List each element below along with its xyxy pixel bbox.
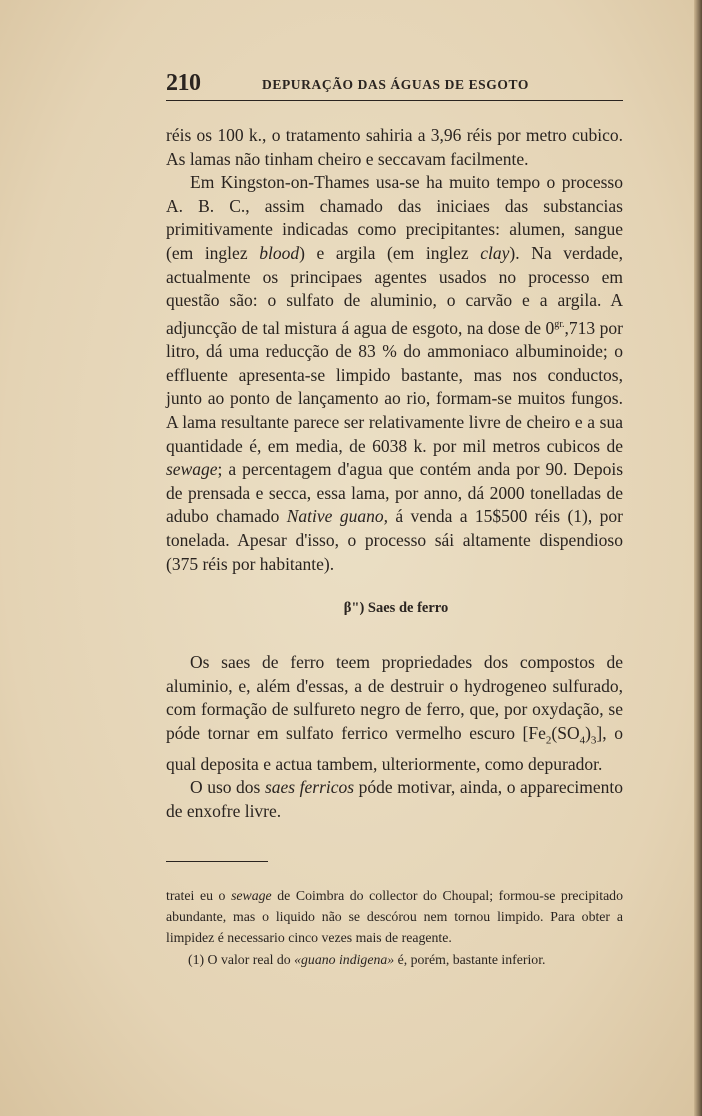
main-text-block bbox=[166, 124, 623, 576]
text-run: ). Na verdade, actualmente os principaes agentes usados no processo em questão são: o sulfato de aluminio, o carvão e a argila. A adjuncção de tal mistura á agua de esgoto, na dose de 0 bbox=[166, 242, 623, 338]
header-rule bbox=[166, 100, 623, 101]
footnotes bbox=[166, 885, 623, 970]
italic-term: Native guano, bbox=[286, 506, 388, 527]
subscript: 3 bbox=[590, 734, 597, 747]
running-head: DEPURAÇÃO DAS ÁGUAS DE ESGOTO bbox=[262, 77, 529, 92]
italic-term: sewage bbox=[166, 459, 218, 480]
italic-term: clay bbox=[480, 242, 510, 263]
text-run: é, porém, bastante inferior. bbox=[394, 951, 546, 967]
text-run: O uso dos bbox=[190, 777, 265, 798]
section-text-block bbox=[166, 651, 623, 824]
page-edge-shadow bbox=[694, 0, 702, 1116]
text-run: (1) O valor real do bbox=[188, 951, 295, 967]
text-run: tratei eu o bbox=[166, 888, 232, 903]
footnote-rule bbox=[166, 861, 268, 862]
paragraph bbox=[166, 651, 623, 776]
paragraph: réis os 100 k., o tratamento sahiria a 3,96 réis por metro cubico. As lamas não tinham cheiro e seccavam facilmente. bbox=[166, 125, 623, 169]
section-heading: β") Saes de ferro bbox=[343, 600, 449, 616]
text-run: Em Kingston-on-Thames usa-se ha muito tempo o processo A. B. C., assim chamado das iniciaes das substancias primitivamente indicadas como precipitantes: alumen, sangue (em inglez bbox=[166, 172, 623, 263]
italic-term: sewage bbox=[231, 888, 272, 903]
text-run: póde motivar, ainda, o apparecimento de enxofre livre. bbox=[166, 777, 624, 822]
page-number: 210 bbox=[166, 70, 201, 96]
text-run: ,713 por litro, dá uma reducção de 83 % do ammoniaco albuminoide; o effluente apresenta-se limpido bastante, mas nos conductos, junto ao ponto de lançamento ao rio, formam-se muitos fungos. A lama resultante parece ser relativamente livre de cheiro e a sua quantidade é, em media, de 6038 k. por mil metros cubicos de bbox=[166, 317, 623, 456]
italic-term: blood bbox=[259, 242, 300, 263]
text-run: Os saes de ferro teem propriedades dos compostos de aluminio, e, além d'essas, a de destruir o hydrogeneo sulfurado, com formação de sulfureto negro de ferro, que, por oxydação, se póde tornar em sulfato ferrico vermelho escuro [Fe bbox=[166, 652, 623, 743]
text-run: (SO bbox=[551, 722, 580, 743]
text-run: de Coimbra do collector do Choupal; formou-se precipitado abundante, mas o liquido não se descórou nem tornou limpido. Para obter a limpidez é necessario cinco vezes mais de reagente. bbox=[166, 888, 623, 946]
superscript: gr. bbox=[554, 318, 565, 330]
text-run: ], o qual deposita e actua tambem, ulteriormente, como depurador. bbox=[166, 722, 623, 774]
text-run: ) bbox=[585, 722, 591, 743]
italic-term: saes ferricos bbox=[264, 777, 355, 798]
footnote-1 bbox=[166, 949, 623, 970]
paragraph bbox=[166, 171, 623, 576]
page-header bbox=[166, 70, 623, 100]
text-run: á venda a 15$500 réis (1), por tonelada. Apesar d'isso, o processo sái altamente dispendioso (375 réis por habitante). bbox=[166, 506, 623, 574]
italic-term: «guano indigena» bbox=[294, 951, 395, 967]
text-run: ) e argila (em inglez bbox=[299, 242, 481, 263]
text-run: ; a percentagem d'agua que contém anda por 90. Depois de prensada e secca, essa lama, por anno, dá 2000 tonelladas de adubo chamado bbox=[166, 459, 623, 527]
footnote-continuation bbox=[166, 885, 623, 949]
subscript: 4 bbox=[579, 734, 586, 747]
paragraph bbox=[166, 776, 623, 823]
subscript: 2 bbox=[545, 734, 552, 747]
